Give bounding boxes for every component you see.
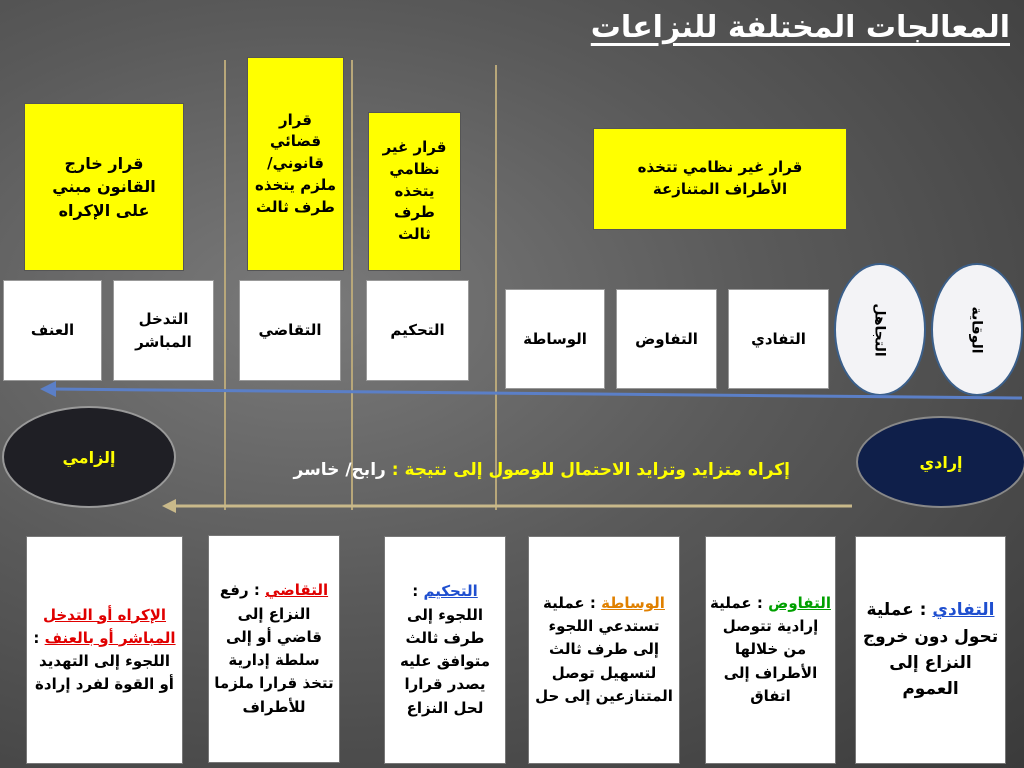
definition-coercion-text: اللجوء إلى التهديد أو القوة لفرد إرادة [35, 652, 174, 694]
method-ignoring: التجاهل [834, 263, 926, 396]
definition-litigation: التقاضي : رفع النزاع إلى قاضي أو إلى سلطة إدارية تتخذ قرارا ملزما للأطراف [208, 535, 340, 763]
definition-arbitration: التحكيم : اللجوء إلى طرف ثالث متوافق عليه يصدر قرارا لحل النزاع [384, 536, 506, 764]
decision-box-coercion: قرار خارج القانون مبني على الإكراه [24, 103, 184, 271]
definition-litigation-text: رفع النزاع إلى قاضي أو إلى سلطة إدارية تتخذ قرارا ملزما للأطراف [214, 581, 334, 716]
method-avoidance: التفادي [728, 289, 829, 389]
scale-caption-result: رابح/ خاسر [293, 460, 386, 480]
method-direct-intervention: التدخل المباشر [113, 280, 214, 381]
definition-avoidance: التفادي : عملية تحول دون خروج النزاع إلى العموم [855, 536, 1006, 764]
mandatory-oval: إلزامي [2, 406, 176, 508]
method-prevention: الوقاية [931, 263, 1023, 396]
decision-box-arbitration: قرار غير نظامي يتخذه طرف ثالث [368, 112, 461, 271]
method-negotiation: التفاوض [616, 289, 717, 389]
definition-mediation-term: الوساطة [601, 593, 665, 612]
definition-mediation: الوساطة : عملية تستدعي اللجوء إلى طرف ثالث لتسهيل توصل المتنازعين إلى حل [528, 536, 680, 764]
definition-coercion-term: الإكراه أو التدخل المباشر أو بالعنف [42, 605, 176, 647]
scale-caption [190, 460, 790, 480]
definition-avoidance-text: عملية تحول دون خروج النزاع إلى العموم [862, 600, 999, 700]
definition-litigation-term: التقاضي [265, 581, 329, 600]
definition-negotiation-text: عملية إرادية تتوصل من خلالها الأطراف إلى اتفاق [710, 593, 819, 705]
method-mediation: الوساطة [505, 289, 605, 389]
definition-mediation-text: عملية تستدعي اللجوء إلى طرف ثالث لتسهيل توصل المتنازعين إلى حل [535, 593, 673, 705]
definition-arbitration-term: التحكيم [423, 582, 478, 601]
page-title: المعالجات المختلفة للنزاعات [590, 10, 1010, 45]
method-litigation: التقاضي [239, 280, 341, 381]
decision-box-parties: قرار غير نظامي تتخذه الأطراف المتنازعة [593, 128, 847, 230]
scale-caption-main: إكراه متزايد وتزايد الاحتمال للوصول إلى نتيجة : [391, 460, 790, 480]
definition-arbitration-text: اللجوء إلى طرف ثالث متوافق عليه يصدر قرارا لحل النزاع [399, 605, 491, 717]
voluntary-oval: إرادي [856, 416, 1024, 508]
method-violence: العنف [3, 280, 102, 381]
method-arbitration: التحكيم [366, 280, 469, 381]
definition-avoidance-term: التفادي [932, 600, 995, 621]
definition-coercion: الإكراه أو التدخل المباشر أو بالعنف : اللجوء إلى التهديد أو القوة لفرد إرادة [26, 536, 183, 764]
definition-negotiation-term: التفاوض [768, 593, 831, 612]
definition-negotiation: التفاوض : عملية إرادية تتوصل من خلالها الأطراف إلى اتفاق [705, 536, 836, 764]
decision-box-litigation: قرار قضائي قانوني/ ملزم يتخذه طرف ثالث [247, 57, 344, 271]
